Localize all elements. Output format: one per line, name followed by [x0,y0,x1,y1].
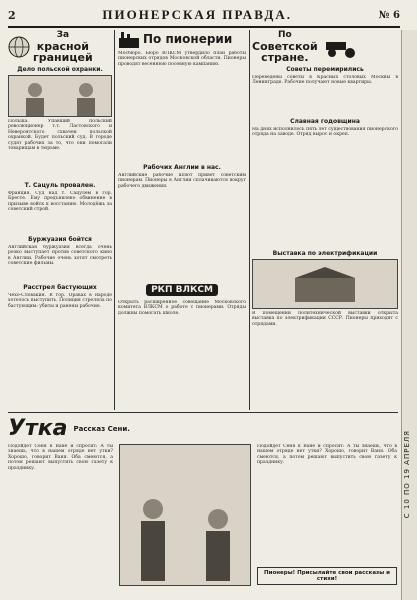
story-title: Рассказ Сени. [73,424,130,433]
footer-note-box [257,567,397,585]
abroad-heading-mid: красной [36,40,89,53]
column-divider [249,30,250,410]
abroad-section1-title: Дело польской охранки. [17,66,103,73]
komsomol-banner [118,277,246,296]
pioneer-text2: Английские рабочие шлют привет советским пионерам. Пионеры в Англии сплачиваются вокруг рабочего движения. [118,173,246,189]
footer-note: Пионеры! Присылайте свои рассказы и стихи! [264,570,390,582]
soviet-section2-title: Славная годовщина [290,118,360,125]
story-text-col1: Подойдёт Сеня к Ване и спросит: А ты знаешь, что в нашем отряде нет утки? Хорошо, говорит Ваня. Оба смеются, а потом решают выпустить свою газету к празднику. [8,444,113,471]
story-text-col3-wrap [257,444,397,586]
story-section [8,412,398,599]
abroad-section2-text: Франция. Суд над т. Сацулем в гор. Бресте. Ему предъявлено обвинение в призыве войск к восстанию. Молодёжь за советский строй. [8,191,112,213]
boy-figure-icon [133,495,173,585]
illustration-prisoners [8,75,112,117]
soviet-section3-title: Выставка по электрификации [272,250,378,257]
abroad-heading-bottom: границей [33,51,93,64]
boy-figure-icon [198,505,238,585]
abroad-section4-text: Чехо-Словакия. В гор. Оравах в народе хотелось выступить. Полиция стреляла по бастующим: убиты и ранены рабочие. [8,293,112,309]
abroad-heading [8,30,112,63]
pioneer-heading [118,30,246,48]
factory-icon [118,30,140,48]
abroad-section1-text: Польша. Упавший польский революционер т.т. Ластовского и Невероятского схвачен польской охранкой. Будет польский суд. В городе судят рабочих за то, что они помогали товарищам в тюрьме. [8,119,112,152]
globe-icon [8,36,30,58]
pioneer-text3: Открыть расширенное совещание Московского комитета ВЛКСМ о работе с пионерами. Отряды должны помогать школе. [118,300,246,316]
illustration-boys [119,444,251,586]
prisoner-figure-icon [21,80,49,116]
abroad-section3-text: Английская буржуазия всегда очень резко выступает против советского кино в Англии. Рабочие очень хотят смотреть советские фильмы. [8,245,112,267]
column-abroad [8,30,112,403]
soviet-heading-mid: Советской [252,40,318,53]
abroad-section2-title: Т. Сацуль провален. [24,182,96,189]
soviet-heading [252,30,398,63]
tractor-icon [322,36,362,58]
abroad-heading-top: За [56,30,70,40]
pioneer-text1: Мосбюро. Бюро ВЛКСМ утвердило план работы пионерских отрядов Московской области. Пионеры проводят весеннюю посевную кампанию. [118,51,246,67]
soviet-heading-bottom: стране. [261,51,309,64]
exhibition-hall-icon [290,264,360,304]
sidebar-vertical-text: С 10 ПО 19 АПРЕЛЯ [403,430,411,519]
newspaper-title: ПИОНЕРСКАЯ ПРАВДА. [102,7,292,22]
story-logo: Утка [8,416,68,441]
komsomol-banner-text: РКП ВЛКСМ [146,284,218,296]
abroad-section3-title: Буржуазия бойтся [28,236,92,243]
issue-number: № 6 [378,9,400,21]
pioneer-section-title: Рабочих Англии в нас. [143,164,221,171]
column-soviet [252,30,398,381]
soviet-section1-text: Переведены советы в Красных столовых Москвы в Ленинграде. Рабочие получают новые квартиры. [252,75,398,86]
soviet-section3-text: В помещении политехнической выставки открыта выставка по электрификации СССР. Пионеры приходят с отрядами. [252,311,398,327]
abroad-section4-title: Расстрел бастующих [23,284,97,291]
prisoner-figure-icon [72,80,100,116]
column-pioneer [118,30,246,390]
soviet-heading-top: По [277,30,292,40]
illustration-exhibition [252,259,398,309]
soviet-section1-title: Советы перемирились [286,66,364,73]
masthead [8,4,400,28]
column-divider [114,30,115,410]
page-number: 2 [8,8,16,22]
pioneer-heading-text: По пионерии [143,32,233,46]
story-text-col3: Подойдёт Сеня к Ване и спросит: А ты знаешь, что в нашем отряде нет утки? Хорошо, говорит Ваня. Оба смеются, а потом решают выпустить свою газету к празднику. [257,444,397,466]
soviet-section2-text: На днях исполнилось пять лет существования пионерского отряда на заводе. Отряд вырос и окреп. [252,127,398,138]
